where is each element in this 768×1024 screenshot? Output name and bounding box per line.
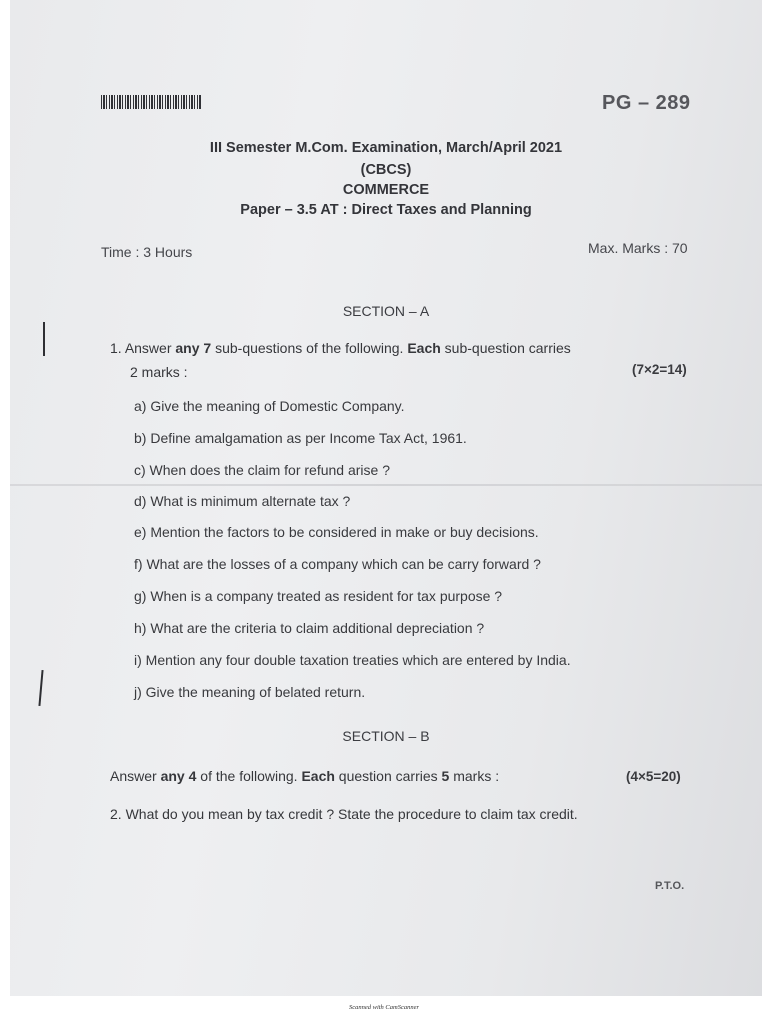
question-1 xyxy=(110,340,571,356)
exam-paper-page xyxy=(10,0,762,996)
question-1-line2: 2 marks : xyxy=(130,364,188,380)
exam-paper-title: Paper – 3.5 AT : Direct Taxes and Planning xyxy=(240,202,532,218)
paper-fold-crease xyxy=(10,484,762,486)
exam-subject: COMMERCE xyxy=(342,182,430,198)
instruction-emphasis: Each xyxy=(407,340,441,356)
question-number: 1. xyxy=(110,340,122,356)
scanner-watermark: Scanned with CamScanner xyxy=(348,1004,420,1011)
barcode xyxy=(101,95,201,109)
instruction-text: question carries xyxy=(334,768,442,784)
instruction-text: sub-question carries xyxy=(440,340,571,356)
pto-label: P.T.O. xyxy=(655,880,685,892)
instruction-text: Answer xyxy=(110,768,161,784)
instruction-emphasis: any 4 xyxy=(160,768,197,784)
instruction-text: sub-questions of the following. xyxy=(211,340,408,356)
exam-time: Time : 3 Hours xyxy=(101,244,193,260)
subquestion-h: h) What are the criteria to claim additional depreciation ? xyxy=(134,620,485,636)
subquestion-j: j) Give the meaning of belated return. xyxy=(134,684,366,700)
paper-code: PG – 289 xyxy=(602,92,691,114)
subquestion-f: f) What are the losses of a company which can be carry forward ? xyxy=(134,556,541,572)
instruction-text: marks : xyxy=(449,768,500,784)
exam-title: III Semester M.Com. Examination, March/April 2021 xyxy=(209,140,563,156)
section-a-title: SECTION – A xyxy=(342,303,430,319)
subquestion-c: c) When does the claim for refund arise ? xyxy=(134,462,391,478)
subquestion-d: d) What is minimum alternate tax ? xyxy=(134,493,351,509)
instruction-text: Answer xyxy=(124,340,176,356)
subquestion-e: e) Mention the factors to be considered in make or buy decisions. xyxy=(134,524,539,540)
instruction-emphasis: Each xyxy=(301,768,335,784)
question-2: 2. What do you mean by tax credit ? State the procedure to claim tax credit. xyxy=(110,806,578,822)
instruction-emphasis: any 7 xyxy=(175,340,212,356)
subquestion-i: i) Mention any four double taxation treaties which are entered by India. xyxy=(134,652,571,668)
exam-scheme: (CBCS) xyxy=(360,162,412,178)
subquestion-a: a) Give the meaning of Domestic Company. xyxy=(134,398,405,414)
section-b-title: SECTION – B xyxy=(342,728,430,744)
margin-mark xyxy=(38,670,43,706)
question-1-marks: (7×2=14) xyxy=(632,362,687,377)
subquestion-b: b) Define amalgamation as per Income Tax Act, 1961. xyxy=(134,430,467,446)
section-b-marks: (4×5=20) xyxy=(626,769,681,784)
instruction-text: of the following. xyxy=(196,768,302,784)
section-b-instruction xyxy=(110,768,499,784)
subquestion-g: g) When is a company treated as resident for tax purpose ? xyxy=(134,588,503,604)
margin-mark xyxy=(43,322,45,356)
instruction-emphasis: 5 xyxy=(441,768,450,784)
max-marks: Max. Marks : 70 xyxy=(588,240,688,256)
